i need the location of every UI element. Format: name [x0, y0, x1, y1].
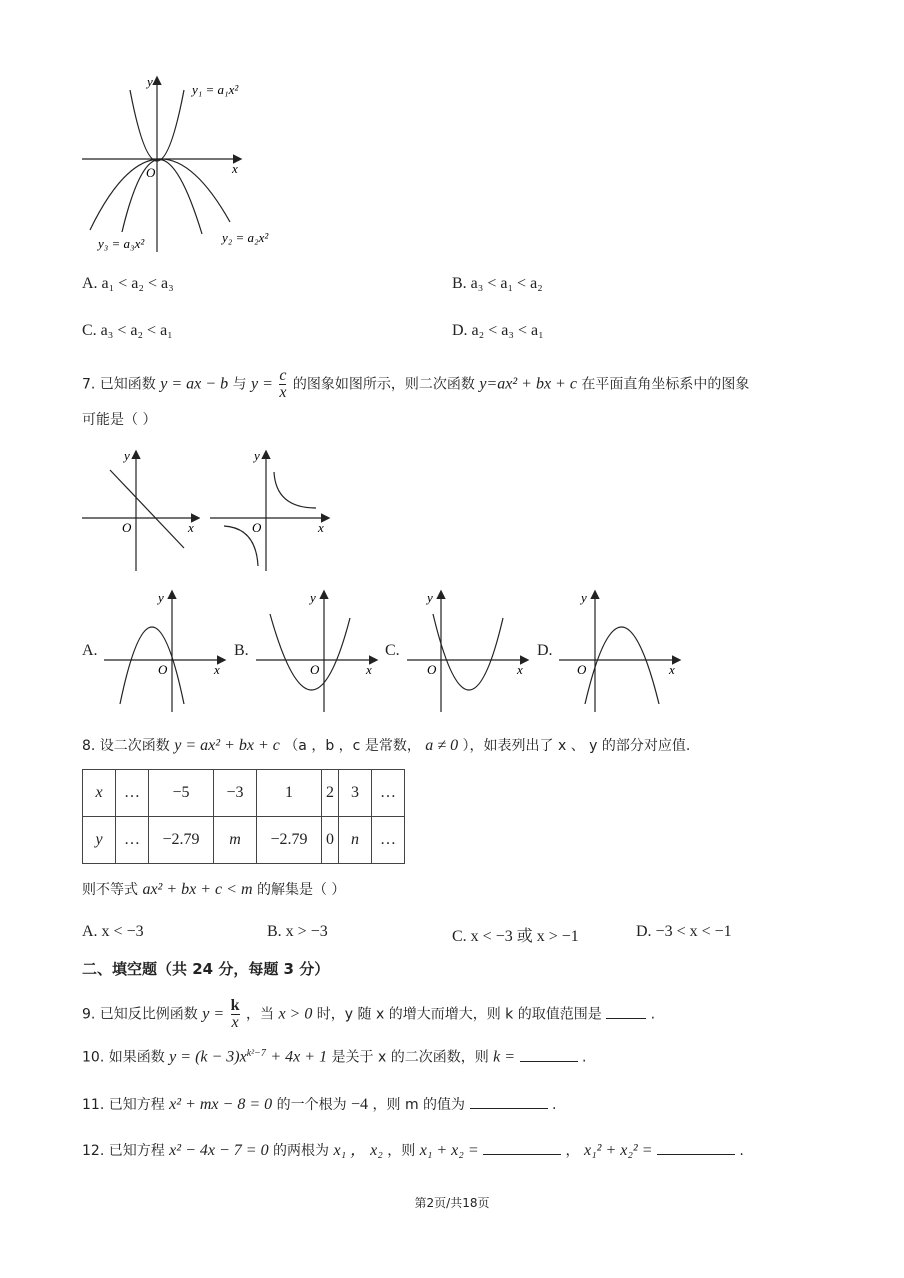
- table-cell: x: [83, 770, 116, 817]
- svg-text:x: x: [188, 520, 194, 535]
- y-axis-label: y: [147, 74, 153, 89]
- answer-blank[interactable]: [520, 1047, 578, 1062]
- line-y-ax-b: [110, 470, 184, 548]
- origin-label: O: [146, 165, 156, 180]
- q9-stem: 9. 已知反比例函数 y = $\frac{k}{x}$ ，当 x > 0 时，y 随 x 的增大而增大，则 k 的取值范围是 .: [82, 997, 656, 1031]
- q7-option-b-label[interactable]: B.: [234, 642, 249, 659]
- answer-blank[interactable]: [470, 1094, 548, 1109]
- svg-text:x: x: [366, 662, 372, 677]
- page-number: 第2页/共18页: [414, 1196, 490, 1210]
- svg-text:O: O: [427, 662, 437, 677]
- label-y1: y₁ = a₁x²: [192, 82, 239, 97]
- table-cell: −2.79: [149, 817, 214, 864]
- q8-value-table: [82, 769, 405, 864]
- q8-option-b[interactable]: B. x > −3: [267, 923, 328, 940]
- table-cell: …: [116, 770, 149, 817]
- answer-blank[interactable]: [657, 1140, 735, 1155]
- q7-option-d-label[interactable]: D.: [537, 642, 553, 659]
- answer-blank[interactable]: [606, 1004, 646, 1019]
- svg-text:y: y: [158, 590, 164, 605]
- table-cell: …: [372, 817, 405, 864]
- q12-stem: 12. 已知方程 x² − 4x − 7 = 0 的两根为 x₁ ， x₂ ，则 x₁ + x₂ = ， x₁² + x₂² = .: [82, 1142, 744, 1159]
- table-cell: 0: [322, 817, 339, 864]
- q7-linear-graph: [80, 448, 200, 573]
- table-row-x: [83, 770, 405, 817]
- table-cell: 3: [339, 770, 372, 817]
- q7-option-c-label[interactable]: C.: [385, 642, 400, 659]
- table-cell: m: [214, 817, 257, 864]
- table-cell: n: [339, 817, 372, 864]
- svg-text:y: y: [427, 590, 433, 605]
- label-y3: y₃ = a₃x²: [98, 236, 145, 251]
- q7-option-a-graph[interactable]: [100, 588, 230, 713]
- q6-option-b[interactable]: B. a₃ < a₁ < a₂: [452, 275, 543, 292]
- svg-text:O: O: [252, 520, 262, 535]
- q7-stem-line2: 可能是（ ）: [82, 412, 157, 428]
- answer-blank[interactable]: [483, 1140, 561, 1155]
- svg-text:x: x: [669, 662, 675, 677]
- q11-stem: 11. 已知方程 x² + mx − 8 = 0 的一个根为 −4 ，则 m 的值为 .: [82, 1096, 557, 1113]
- svg-text:O: O: [158, 662, 168, 677]
- q6-parabola-graph: [80, 72, 290, 257]
- svg-text:O: O: [577, 662, 587, 677]
- table-row-y: [83, 817, 405, 864]
- q6-option-d[interactable]: D. a₂ < a₃ < a₁: [452, 322, 544, 339]
- svg-text:y: y: [124, 448, 130, 463]
- svg-text:x: x: [517, 662, 523, 677]
- q8-option-c[interactable]: C. x < −3 或 x > −1: [452, 928, 579, 945]
- q7-hyperbola-graph: [208, 448, 333, 573]
- table-cell: …: [372, 770, 405, 817]
- q7-option-b-graph[interactable]: [252, 588, 382, 713]
- label-y2: y₂ = a₂x²: [222, 230, 269, 245]
- svg-text:y: y: [310, 590, 316, 605]
- q7-option-c-graph[interactable]: [403, 588, 533, 713]
- q10-stem: 10. 如果函数 $y = (k - 3)x^{k^2-7} + 4x + 1$ 是关于 x 的二次函数，则 k = .: [82, 1048, 587, 1066]
- q7-stem-line1: 7. 已知函数 y = ax − b 与 y = $\frac{c}{x}$ 的图象如图所示，则二次函数 y=ax² + bx + c 在平面直角坐标系中的图象: [82, 367, 750, 401]
- svg-text:O: O: [122, 520, 132, 535]
- x-axis-label: x: [232, 161, 238, 176]
- q6-option-c[interactable]: C. a₃ < a₂ < a₁: [82, 322, 173, 339]
- hyperbola-branch-1: [274, 472, 316, 508]
- q8-stem: 8. 设二次函数 y = ax² + bx + c （a ，b ，c 是常数， a ≠ 0 ），如表列出了 x 、 y 的部分对应值.: [82, 737, 691, 754]
- table-cell: …: [116, 817, 149, 864]
- svg-text:x: x: [214, 662, 220, 677]
- table-cell: 2: [322, 770, 339, 817]
- svg-text:O: O: [310, 662, 320, 677]
- q8-option-d[interactable]: D. −3 < x < −1: [636, 923, 732, 940]
- table-cell: −2.79: [257, 817, 322, 864]
- table-cell: y: [83, 817, 116, 864]
- svg-text:y: y: [581, 590, 587, 605]
- svg-text:x: x: [318, 520, 324, 535]
- section-heading: 二、填空题（共 24 分，每题 3 分）: [82, 960, 330, 978]
- q7-option-a-label[interactable]: A.: [82, 642, 98, 659]
- q8-question: 则不等式 ax² + bx + c < m 的解集是（ ）: [82, 881, 346, 898]
- table-cell: −5: [149, 770, 214, 817]
- q7-option-d-graph[interactable]: [555, 588, 685, 713]
- svg-text:y: y: [254, 448, 260, 463]
- q8-option-a[interactable]: A. x < −3: [82, 923, 144, 940]
- q6-option-a[interactable]: A. a₁ < a₂ < a₃: [82, 275, 174, 292]
- curve-y2: [90, 159, 230, 230]
- table-cell: −3: [214, 770, 257, 817]
- table-cell: 1: [257, 770, 322, 817]
